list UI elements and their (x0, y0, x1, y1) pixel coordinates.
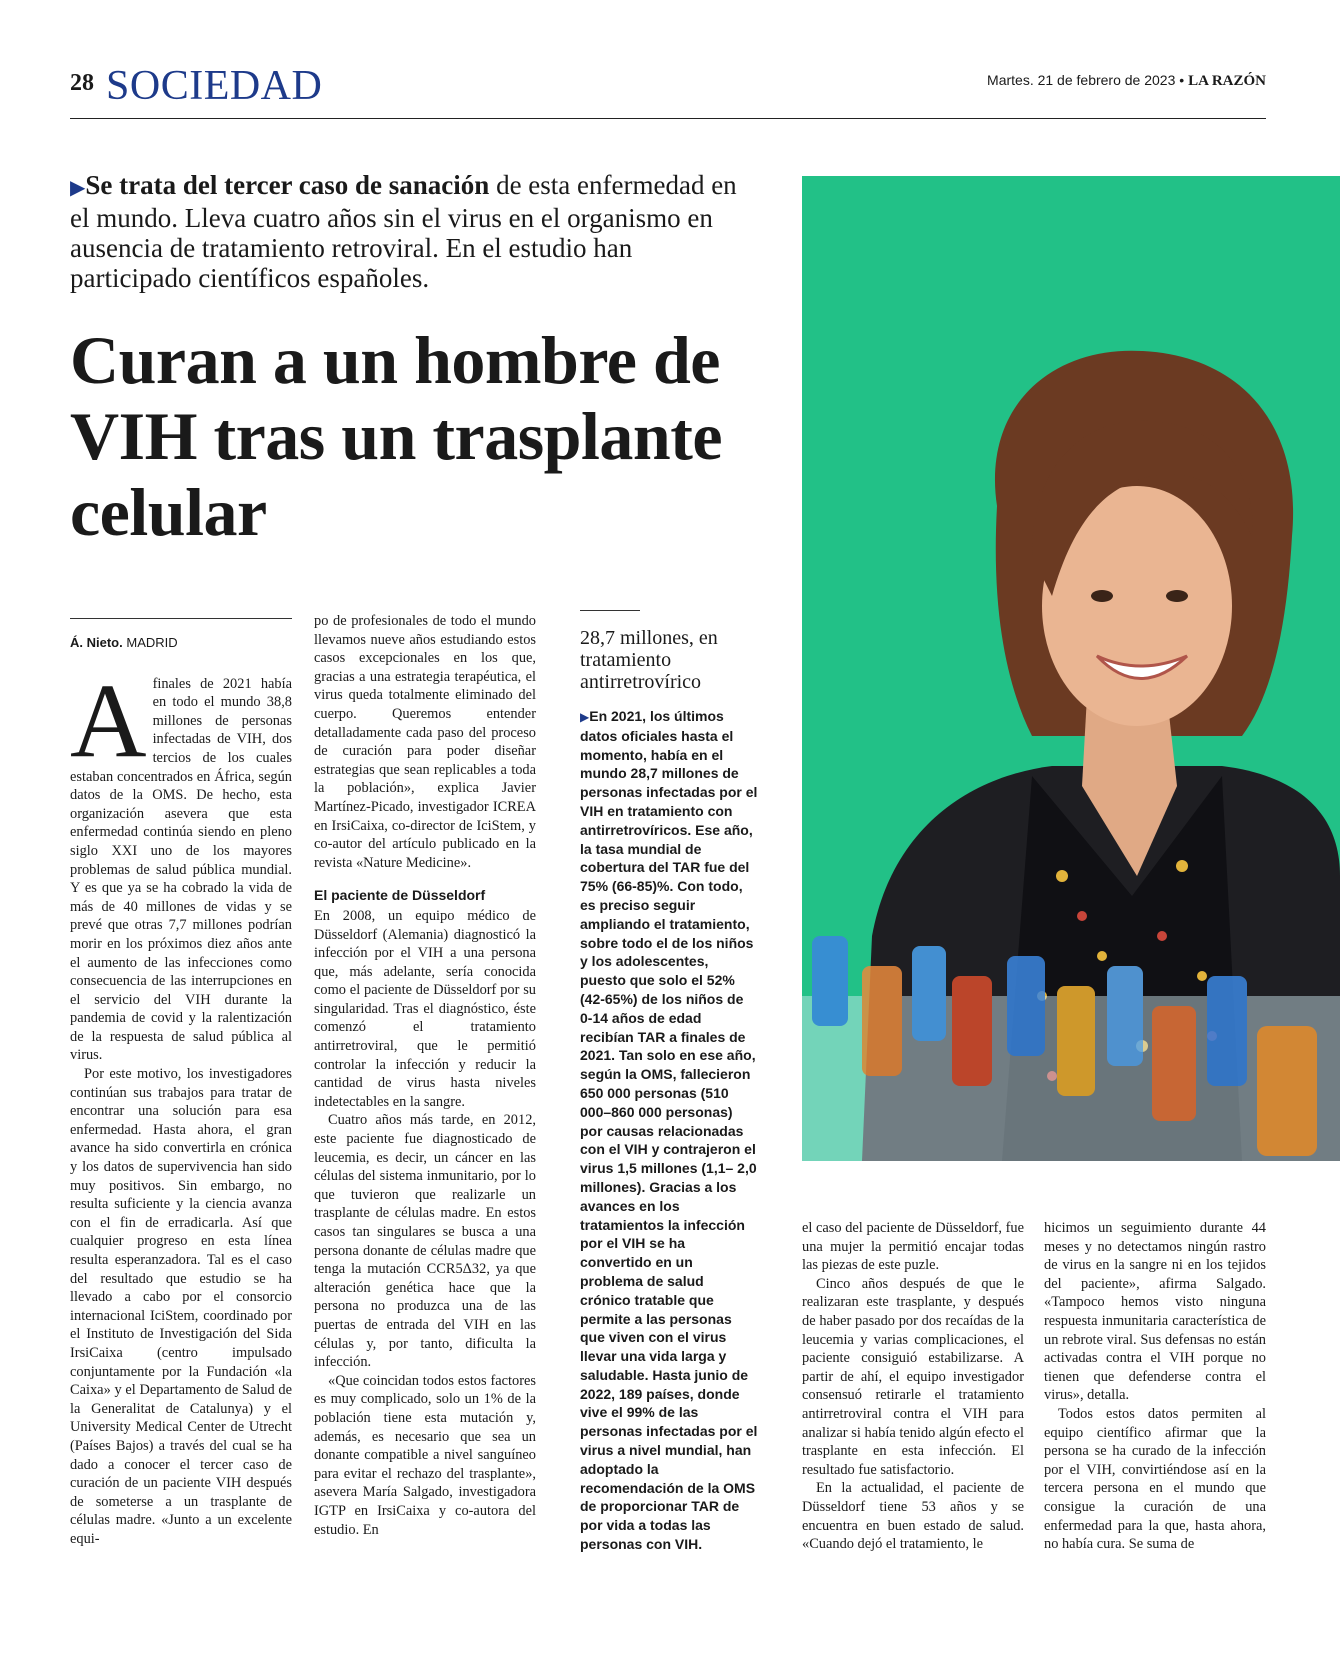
sidebar-box (580, 610, 758, 1554)
triangle-right-icon: ▶ (70, 177, 86, 199)
paragraph-text: finales de 2021 había en todo el mundo 38,8 millones de personas infectadas de VIH, dos tercios de los cuales estaban concentrados en África, según datos de la OMS. De hecho, esta organización asevera que esta enfermedad continúa siendo en pleno siglo XXI uno de los mayores problemas de salud pública mundial. Y es que ya se ha cobrado la vida de más de 40 millones de vidas y se prevé que otras 7,7 millones podrían morir en los próximos diez años ante el aumento de las infecciones como consecuencia de las interrupciones en el servicio del VIH durante la pandemia de covid y la ralentización de la respuesta de salud pública al virus. (70, 675, 292, 1064)
byline (70, 634, 292, 653)
byline-location: MADRID (126, 635, 178, 650)
byline-author: Á. Nieto. (70, 635, 123, 650)
subhead-lead: Se trata del tercer caso de sanación (85, 170, 490, 200)
article-column-4 (802, 1219, 1024, 1554)
subhead (70, 170, 760, 293)
drop-cap: A (70, 661, 147, 779)
separator-dot: • (1179, 72, 1185, 88)
article-paragraph: En 2008, un equipo médico de Düsseldorf (Alemania) diagnosticó la infección por el VIH a una persona que, más adelante, sería conocida como el paciente de Düsseldorf por su singularidad. Tras el diagnóstico, éste comenzó el tratamiento antirretroviral, que le permitió controlar la infección y reducir la cantidad de virus hasta niveles indetectables en la sangre. (314, 907, 536, 1110)
article-paragraph: hicimos un seguimiento durante 44 meses y no detectamos ningún rastro de virus en la sangre ni en los tejidos del paciente», afirma Salgado. «Tampoco hemos visto ninguna respuesta inmunitaria característica de un rebrote viral. Sus defensas no están activadas contra el VIH porque no tienen que defenderse contra el virus», detalla. (1044, 1220, 1266, 1404)
article-paragraph: el caso del paciente de Düsseldorf, fue una mujer la permitió encajar todas las piezas de este puzle. (802, 1220, 1024, 1274)
article-paragraph: Todos estos datos permiten al equipo científico afirmar que la persona se ha curado de la infección por el VIH, convirtiéndose así en la tercera persona en el mundo que consigue la curación de una enfermedad para la que, hasta ahora, no había cura. Se suma de (1044, 1405, 1266, 1553)
newspaper-brand: LA RAZÓN (1188, 73, 1266, 89)
article-paragraph (70, 661, 292, 1065)
article-column-1 (70, 618, 292, 1549)
article-paragraph: po de profesionales de todo el mundo llevamos nueve años estudiando estos casos excepcionales en los que, gracias a una estrategia terapéutica, el virus queda totalmente eliminado del cuerpo. Queremos entender detalladamente cada paso del proceso de curación para poder diseñar estrategias que sean replicables a toda la población», explica Javier Martínez-Picado, investigador ICREA en IrsiCaixa, co-director de IciStem, y co-autor del artículo publicado en la revista «Nature Medicine». (314, 613, 536, 871)
portrait-illustration (802, 176, 1340, 1161)
article-paragraph: «Que coincidan todos estos factores es muy complicado, solo un 1% de la población tiene esta mutación y, además, es necesario que sea un donante compatible a nivel sanguíneo para evitar el rechazo del trasplante», asevera María Salgado, investigadora IGTP en IrsiCaixa y co-autora del estudio. En (314, 1372, 536, 1538)
article-paragraph: Por este motivo, los investigadores continúan sus trabajos para tratar de encontrar una solución para esa enfermedad. Hasta ahora, el gran avance ha sido convertirla en crónica y los datos de supervivencia han sido muy positivos. Sin embargo, no resulta suficiente y la ciencia avanza con el fin de erradicarla. Así que cualquier progreso en esta línea resulta esperanzadora. Tal es el caso del resultado que estudio se ha llevado a cabo por el consorcio internacional IciStem, coordinado por el Instituto de Investigación del Sida IrsiCaixa (centro impulsado conjuntamente por la Fundación «la Caixa» y el Departamento de Salud de la Generalitat de Catalunya) y el University Medical Center de Utrecht (Países Bajos) a través del cual se ha dado a conocer el tercer caso de curación de un paciente VIH después de someterse a un trasplante de células madre. «Junto a un excelente equi- (70, 1066, 292, 1547)
article-photo (802, 176, 1340, 1161)
issue-date: Martes. 21 de febrero de 2023 (987, 72, 1176, 88)
section-title: SOCIEDAD (106, 63, 323, 109)
article-paragraph: En la actualidad, el paciente de Düsseldorf tiene 53 años y se encuentra en buen estado de salud. «Cuando dejó el tratamiento, le (802, 1480, 1024, 1553)
article-column-2 (314, 612, 536, 1539)
headline: Curan a un hombre de VIH tras un trasplante celular (70, 322, 723, 550)
article-column-5 (1044, 1219, 1266, 1554)
sidebar-title: 28,7 millones, en tratamiento antirretrovírico (580, 627, 718, 693)
dateline (987, 72, 1266, 90)
sidebar-body (580, 707, 758, 1554)
triangle-right-icon: ▶ (580, 710, 590, 724)
subhead-text: de esta enfermedad en el mundo. Lleva cuatro años sin el virus en el organismo en ausencia de tratamiento retroviral. En el estudio han participado científicos españoles. (70, 170, 737, 293)
sidebar-rule (580, 610, 640, 611)
article-paragraph: Cuatro años más tarde, en 2012, este paciente fue diagnosticado de leucemia, es decir, un cáncer en las células del sistema inmunitario, por lo que tuvieron que realizarle un trasplante de células madre. En estos casos tan singulares se busca a una persona donante de células madre que tenga la mutación CCR5Δ32, ya que alteración genética hace que la persona no produzca una de las puertas de entrada del VIH en las células y, por tanto, dificulta la infección. (314, 1112, 536, 1371)
page-number: 28 (70, 70, 94, 96)
article-paragraph: Cinco años después de que le realizaran este trasplante, y después de haber pasado por dos recaídas de la leucemia y varias complicaciones, el paciente consiguió estabilizarse. A partir de ahí, el equipo investigador consensuó retirarle el tratamiento antirretroviral contra el VIH para analizar si había tenido algún efecto el trasplante en esta infección. El resultado fue satisfactorio. (802, 1275, 1024, 1478)
intertitle: El paciente de Düsseldorf (314, 887, 486, 904)
sidebar-text: En 2021, los últimos datos oficiales hasta el momento, había en el mundo 28,7 millones de personas infectadas por el VIH en tratamiento con antirretrovíricos. Ese año, la tasa mundial de cobertura del TAR fue del 75% (66-85)%. Con todo, es preciso seguir ampliando el tratamiento, sobre todo el de los niños y los adolescentes, puesto que solo el 52% (42-65%) de los niños de 0-14 años de edad recibían TAR a finales de 2021. Tan solo en ese año, según la OMS, fallecieron 650 000 personas (510 000–860 000 personas) por causas relacionadas con el VIH y contrajeron el virus 1,5 millones (1,1– 2,0 millones). Gracias a los avances en los tratamientos la infección por el VIH se ha convertido en un problema de salud crónico tratable que permite a las personas que viven con el virus llevar una vida larga y saludable. Hasta junio de 2022, 189 países, donde vive el 99% de las personas infectadas por el virus a nivel mundial, han adoptado la recomendación de la OMS de proporcionar TAR de por vida a todas las personas con VIH. (580, 708, 758, 1553)
page-header (70, 62, 1266, 119)
